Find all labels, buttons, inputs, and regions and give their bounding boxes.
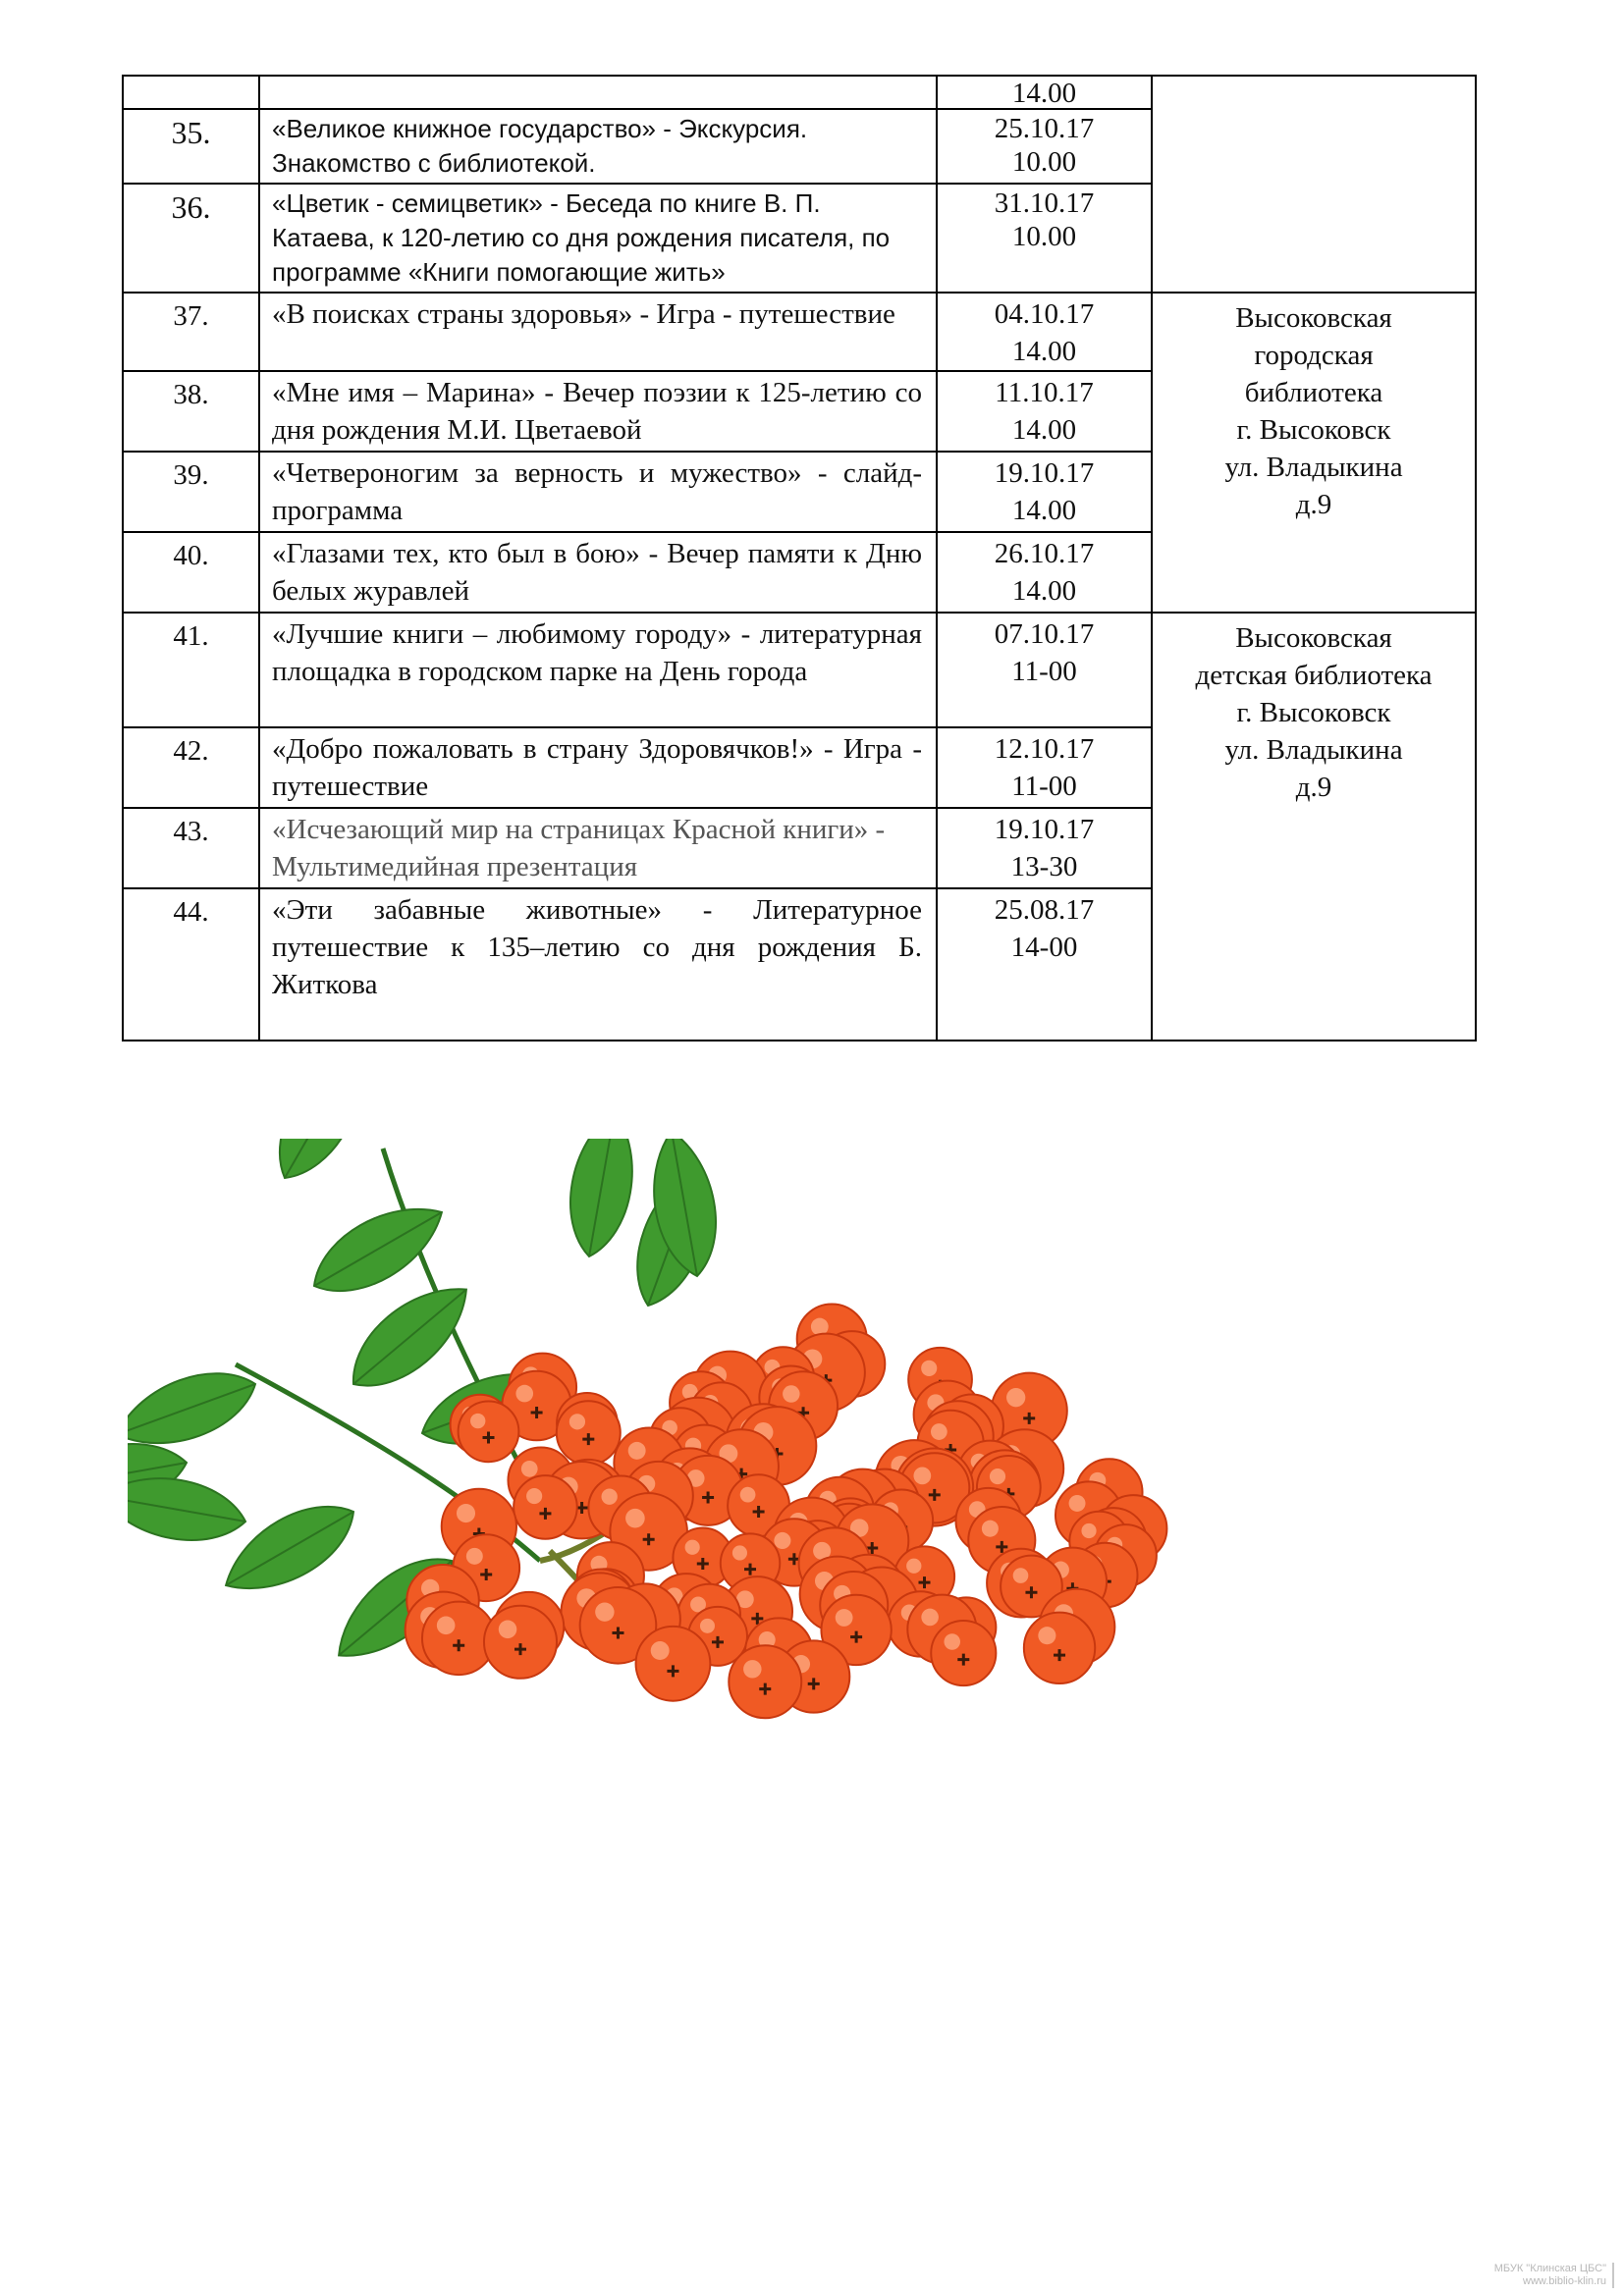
event-datetime: 26.10.17 14.00	[937, 532, 1152, 613]
row-number: 41.	[123, 613, 259, 727]
leaf-shape	[211, 1486, 368, 1611]
event-datetime: 04.10.17 14.00	[937, 293, 1152, 371]
event-title: «Исчезающий мир на страницах Красной книги» - Мультимедийная презентация	[259, 808, 937, 888]
event-title: «Глазами тех, кто был в бою» - Вечер памяти к Дню белых журавлей	[259, 532, 937, 613]
event-datetime: 19.10.17 13-30	[937, 808, 1152, 888]
event-datetime: 25.10.17 10.00	[937, 109, 1152, 184]
event-datetime: 19.10.17 14.00	[937, 452, 1152, 532]
footer-watermark	[1494, 2263, 1614, 2288]
row-number: 42.	[123, 727, 259, 808]
venue-cell	[1152, 76, 1476, 293]
event-datetime: 25.08.17 14-00	[937, 888, 1152, 1041]
event-title	[259, 76, 937, 109]
row-number: 38.	[123, 371, 259, 452]
row-number: 43.	[123, 808, 259, 888]
event-title: «Цветик - семицветик» - Беседа по книге В. П. Катаева, к 120-летию со дня рождения писателя, по программе «Книги помогающие жить»	[259, 184, 937, 293]
events-table	[122, 75, 1477, 1041]
row-number: 37.	[123, 293, 259, 371]
row-number: 40.	[123, 532, 259, 613]
berry	[459, 1401, 519, 1462]
berry	[729, 1645, 801, 1718]
event-title: «Великое книжное государство» - Экскурсия. Знакомство с библиотекой.	[259, 109, 937, 184]
table-row	[123, 613, 1476, 727]
event-title: «Четвероногим за верность и мужество» - слайд-программа	[259, 452, 937, 532]
event-title: «Эти забавные животные» - Литературное путешествие к 135–летию со дня рождения Б. Житкова	[259, 888, 937, 1041]
berry	[1024, 1613, 1095, 1683]
row-number: 44.	[123, 888, 259, 1041]
berry	[514, 1475, 577, 1539]
leaf-shape	[560, 1139, 643, 1261]
row-number: 35.	[123, 109, 259, 184]
berry	[636, 1627, 711, 1701]
table-row	[123, 76, 1476, 109]
berry	[931, 1621, 996, 1685]
row-number: 39.	[123, 452, 259, 532]
venue-cell: Высоковская городская библиотека г. Высоковск ул. Владыкина д.9	[1152, 293, 1476, 613]
berry	[484, 1606, 557, 1679]
event-datetime: 31.10.17 10.00	[937, 184, 1152, 293]
berry	[557, 1401, 621, 1465]
event-title: «Лучшие книги – любимому городу» - литературная площадка в городском парке на День города	[259, 613, 937, 727]
event-datetime: 07.10.17 11-00	[937, 613, 1152, 727]
rowan-berries-illustration	[128, 1139, 1502, 2081]
leaf-shape	[128, 1467, 250, 1550]
event-datetime: 11.10.17 14.00	[937, 371, 1152, 452]
leaf-shape	[259, 1139, 384, 1193]
event-datetime: 12.10.17 11-00	[937, 727, 1152, 808]
footer-line-org: МБУК "Клинская ЦБС"	[1493, 2263, 1606, 2274]
event-title: «Добро пожаловать в страну Здоровячков!» - Игра - путешествие	[259, 727, 937, 808]
footer-line-site: www.biblio-klin.ru	[1523, 2275, 1606, 2287]
table-row	[123, 293, 1476, 371]
row-number	[123, 76, 259, 109]
event-title: «Мне имя – Марина» - Вечер поэзии к 125-летию со дня рождения М.И. Цветаевой	[259, 371, 937, 452]
event-title: «В поисках страны здоровья» - Игра - путешествие	[259, 293, 937, 371]
row-number: 36.	[123, 184, 259, 293]
venue-cell: Высоковская детская библиотека г. Высоковск ул. Владыкина д.9	[1152, 613, 1476, 1041]
event-datetime: 14.00	[937, 76, 1152, 109]
rowan-berry-cluster	[406, 1304, 1167, 1718]
